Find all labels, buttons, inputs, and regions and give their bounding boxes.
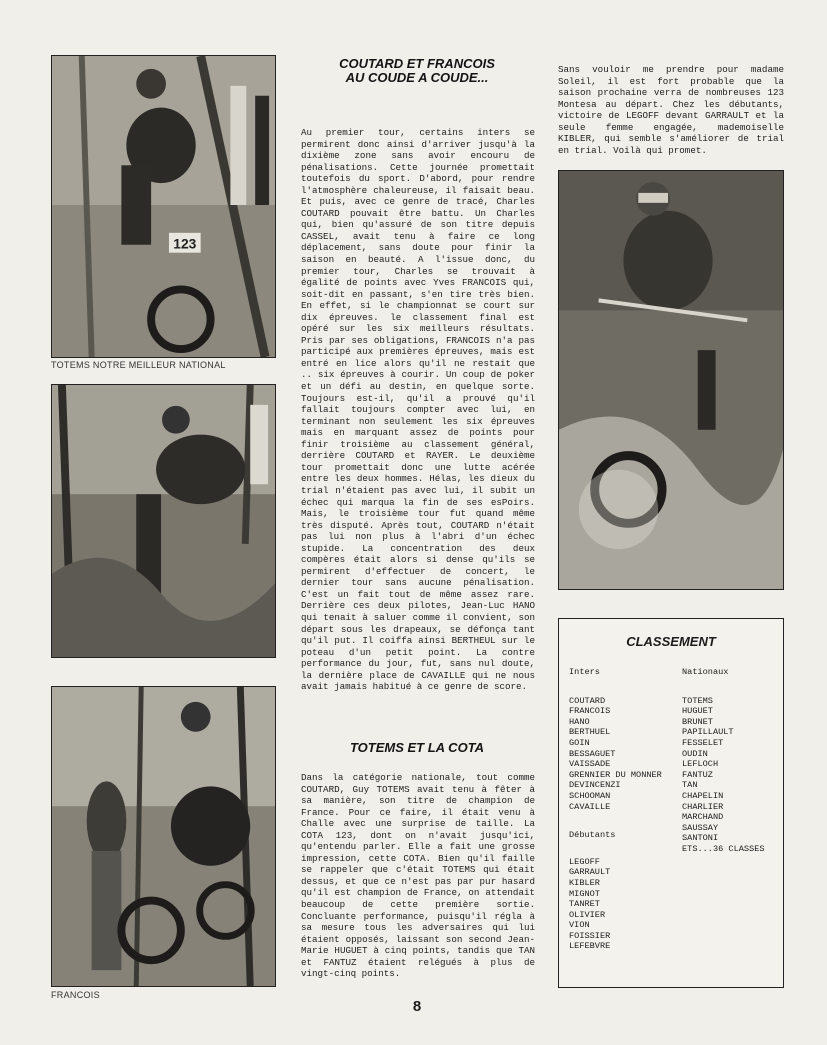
debutants-entry: KIBLER [569,877,600,888]
ranking-nationaux-column [682,667,782,855]
nationaux-entry: HUGUET [682,706,713,717]
inters-list [569,696,679,813]
nationaux-entry: PAPILLAULT [682,727,734,738]
nationaux-entry: CHAPELIN [682,790,724,801]
article-continuation-text: Sans vouloir me prendre pour madame Soleil, il est fort probable que la saison prochaine verra de nombreuses 123 Montesa au départ. Chez les débutants, victoire de LEGOFF devant GARRAULT et la seule femme engagée, mademoiselle KIBLER, qui semble s'améliorer de trial en trial. Voilà qui promet. [558,64,784,156]
headline-line-2: AU COUDE A COUDE... [345,70,489,85]
inters-entry: GOIN [569,737,590,748]
debutants-entry: VION [569,920,590,931]
nationaux-entry: BRUNET [682,716,713,727]
photo-totems-rider [51,55,276,358]
debutants-header: Débutants [569,830,616,841]
nationaux-entry: LEFLOCH [682,759,719,770]
article-totems-cota-text: Dans la catégorie nationale, tout comme COUTARD, Guy TOTEMS avait tenu à fêter à sa manière, son titre de champion de France. Pour ce faire, il était venu à Challe avec une surprise de taille. La COTA 123, dont on n'avait jusqu'ici, qu'entendu parler. Elle a fait une grosse impression, cette COTA. Bien qu'il faille se rappeler que c'était TOTEMS qui était dessus, et que ce n'est pas par pur hasard qu'il est champion de France, on attendait beaucoup de cette première sortie. Concluante performance, puisqu'il régla à sa mesure tous les adversaires qui lui étaient opposés, laissant son second Jean-Marie HUGUET à cinq points, tandis que TAN et FANTUZ étaient relégués à plus de vingt-cinq points. [301,772,535,980]
nationaux-entry: OUDIN [682,748,708,759]
nationaux-entry: ETS...36 CLASSES [682,843,765,854]
page-number: 8 [412,998,422,1015]
nationaux-header: Nationaux [682,667,729,677]
headline-totems-cota: TOTEMS ET LA COTA [349,740,485,755]
nationaux-entry: TOTEMS [682,695,713,706]
inters-entry: CAVAILLE [569,801,611,812]
ranking-box [558,618,784,988]
inters-entry: FRANCOIS [569,706,611,717]
debutants-entry: LEGOFF [569,856,600,867]
photo-rider-back [51,384,276,658]
nationaux-entry: SANTONI [682,833,719,844]
headline-coutard-francois [300,57,534,85]
inters-entry: GRENNIER DU MONNER [569,769,662,780]
nationaux-list [682,696,782,855]
photo-caption-totems: TOTEMS NOTRE MEILLEUR NATIONAL [51,360,226,370]
debutants-entry: LEFEBVRE [569,941,611,952]
article-coutard-francois-text: Au premier tour, certains inters se permirent donc ainsi d'arriver jusqu'à la dixième zone sans avoir encouru de pénalisations. Cette journée promettait toutefois du sport. D'abord, pour rendre l'atmosphère chaleureuse, il faisait beau. Et puis, avec ce genre de tracé, Charles COUTARD pouvait être battu. Un Charles qui, bien qu'assuré de son titre depuis CASSEL, avait tenu à faire ce long déplacement, sans doute pour finir la saison en beauté. A l'issue donc, du premier tour, Charles se trouvait à égalité de points avec Yves FRANCOIS qui, soit-dit en passant, s'en tire très bien. En effet, si le championnat se court sur dix épreuves. le classement final est opéré sur les six meilleurs résultats. Pris par ses obligations, FRANCOIS n'a pas participé aux premières épreuves, mais est entré en lice alors qu'il ne restait que .. six épreuves à courir. Un coup de poker et un défi au destin, en quelque sorte. Toujours est-il, qu'il a prouvé qu'il fallait toujours compter avec lui, en terminant non seulement les six épreuves mais en marquant assez de points pour finir troisième au classement général, derrière COUTARD et RAYER. Le deuxième tour promettait donc une lutte acérée entre les deux hommes. Hélas, les dieux du trial n'étaient pas avec lui, il subit un échec qui marqua la fin de ses esPoirs. Mais, le troisième tour fut quand même très disputé. Après tout, COUTARD n'était pas lui non plus à l'abri d'un échec stupide. La concentration des deux compères était alors si dense qu'ils se permirent d'effectuer de concert, le dernier tour sans aucune pénalisation. C'est un fait tout de même assez rare. Derrière ces deux pilotes, Jean-Luc HANO qui tenait à saluer comme il convient, son départ sous les drapeaux, se défonça tant qu'il put. Il coiffa ainsi BERTHEUL sur le poteau d'un petit point. La contre performance du jour, fut, sans nul doute, la dernière place de CAVAILLE qui ne nous avait jamais habitué à ce genre de score. [301,127,535,693]
photo-francois-rider [51,686,276,987]
debutants-entry: FOISSIER [569,930,611,941]
nationaux-entry: TAN [682,780,698,791]
ranking-inters-column [569,667,679,952]
inters-entry: BERTHUEL [569,727,611,738]
photo-rider-splash [558,170,784,590]
inters-entry: SCHOOMAN [569,790,611,801]
nationaux-entry: FESSELET [682,737,724,748]
debutants-entry: TANRET [569,899,600,910]
inters-header: Inters [569,667,600,677]
nationaux-entry: CHARLIER [682,801,724,812]
nationaux-entry: FANTUZ [682,769,713,780]
inters-entry: COUTARD [569,695,606,706]
inters-entry: DEVINCENZI [569,780,621,791]
debutants-entry: OLIVIER [569,909,606,920]
debutants-list [569,857,679,952]
inters-entry: BESSAGUET [569,748,616,759]
ranking-title: CLASSEMENT [626,634,716,649]
headline-line-1: COUTARD ET FRANCOIS [339,56,495,71]
inters-entry: VAISSADE [569,759,611,770]
nationaux-entry: MARCHAND [682,812,724,823]
nationaux-entry: SAUSSAY [682,822,719,833]
debutants-entry: MIGNOT [569,888,600,899]
photo-caption-francois: FRANCOIS [51,990,100,1000]
debutants-entry: GARRAULT [569,867,611,878]
inters-entry: HANO [569,716,590,727]
rider-number-plate: 123 [173,235,197,252]
